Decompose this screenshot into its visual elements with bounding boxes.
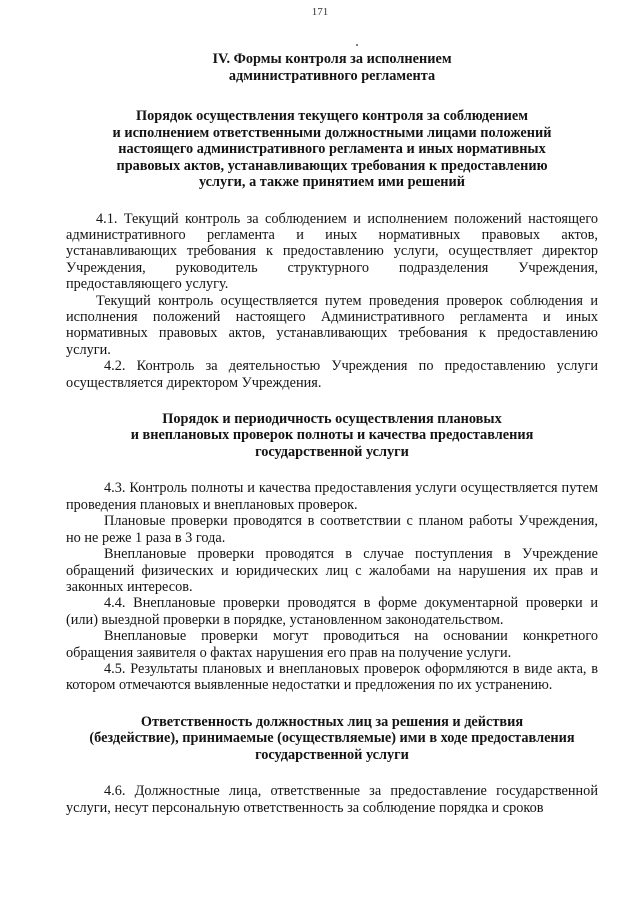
- scan-speck: [356, 44, 358, 46]
- paragraph-4-1-continued: Текущий контроль осуществляется путем проведения проверок соблюдения и исполнения положений настоящего Административного регламента и иных нормативных правовых актов, устанавливающих требования к предоставлению услуги.: [66, 292, 598, 358]
- heading-line: административного регламента: [228, 67, 436, 84]
- subsection-heading-inspections: [66, 411, 598, 461]
- paragraph-4-6: 4.6. Должностные лица, ответственные за предоставление государственной услуги, несут персональную ответственность за соблюдение порядка и сроков: [66, 783, 598, 816]
- heading-line: (бездействие), принимаемые (осуществляемые) ими в ходе предоставления: [89, 730, 575, 747]
- heading-line: IV. Формы контроля за исполнением: [212, 51, 452, 67]
- page-number: 171: [311, 6, 329, 18]
- heading-line: и внеплановых проверок полноты и качества предоставления: [130, 427, 534, 444]
- paragraph-4-4-continued: Внеплановые проверки могут проводиться на основании конкретного обращения заявителя о фактах нарушения его прав на получение услуги.: [66, 628, 598, 661]
- section-title: [66, 51, 598, 84]
- heading-line: настоящего административного регламента и иных нормативных: [118, 141, 546, 157]
- subsection-heading-current-control: [66, 108, 598, 191]
- paragraph-4-3: 4.3. Контроль полноты и качества предоставления услуги осуществляется путем проведения плановых и внеплановых проверок.: [66, 480, 598, 513]
- paragraph-4-2: 4.2. Контроль за деятельностью Учреждения по предоставлению услуги осуществляется директором Учреждения.: [66, 358, 598, 391]
- heading-line: правовых актов, устанавливающих требования к предоставлению: [116, 157, 548, 174]
- heading-line: государственной услуги: [255, 443, 409, 460]
- heading-line: и исполнением ответственными должностными лицами положений: [112, 124, 552, 141]
- document-body: [66, 51, 598, 816]
- paragraph-unplanned-inspections: Внеплановые проверки проводятся в случае поступления в Учреждение обращений физических и юридических лиц с жалобами на нарушения их прав и законных интересов.: [66, 546, 598, 595]
- heading-line: Порядок и периодичность осуществления плановых: [162, 410, 502, 427]
- paragraph-planned-inspections: Плановые проверки проводятся в соответствии с планом работы Учреждения, но не реже 1 раза в 3 года.: [66, 513, 598, 546]
- subsection-heading-responsibility: [66, 714, 598, 764]
- paragraph-4-4: 4.4. Внеплановые проверки проводятся в форме документарной проверки и (или) выездной проверки в порядке, установленном законодательством.: [66, 595, 598, 628]
- heading-line: Ответственность должностных лиц за решения и действия: [140, 713, 524, 730]
- paragraph-4-5: 4.5. Результаты плановых и внеплановых проверок оформляются в виде акта, в котором отмечаются выявленные недостатки и предложения по их устранению.: [66, 660, 598, 694]
- heading-line: Порядок осуществления текущего контроля за соблюдением: [136, 108, 528, 124]
- heading-line: государственной услуги: [255, 746, 409, 763]
- paragraph-4-1: 4.1. Текущий контроль за соблюдением и исполнением положений настоящего административного регламента и иных нормативных правовых актов, устанавливающих требования к предоставлению услуги, осуществляет директор Учреждения, руководитель структурного подразделения Учреждения, предоставляющего услугу.: [66, 210, 598, 293]
- heading-line: услуги, а также принятием ими решений: [198, 174, 466, 190]
